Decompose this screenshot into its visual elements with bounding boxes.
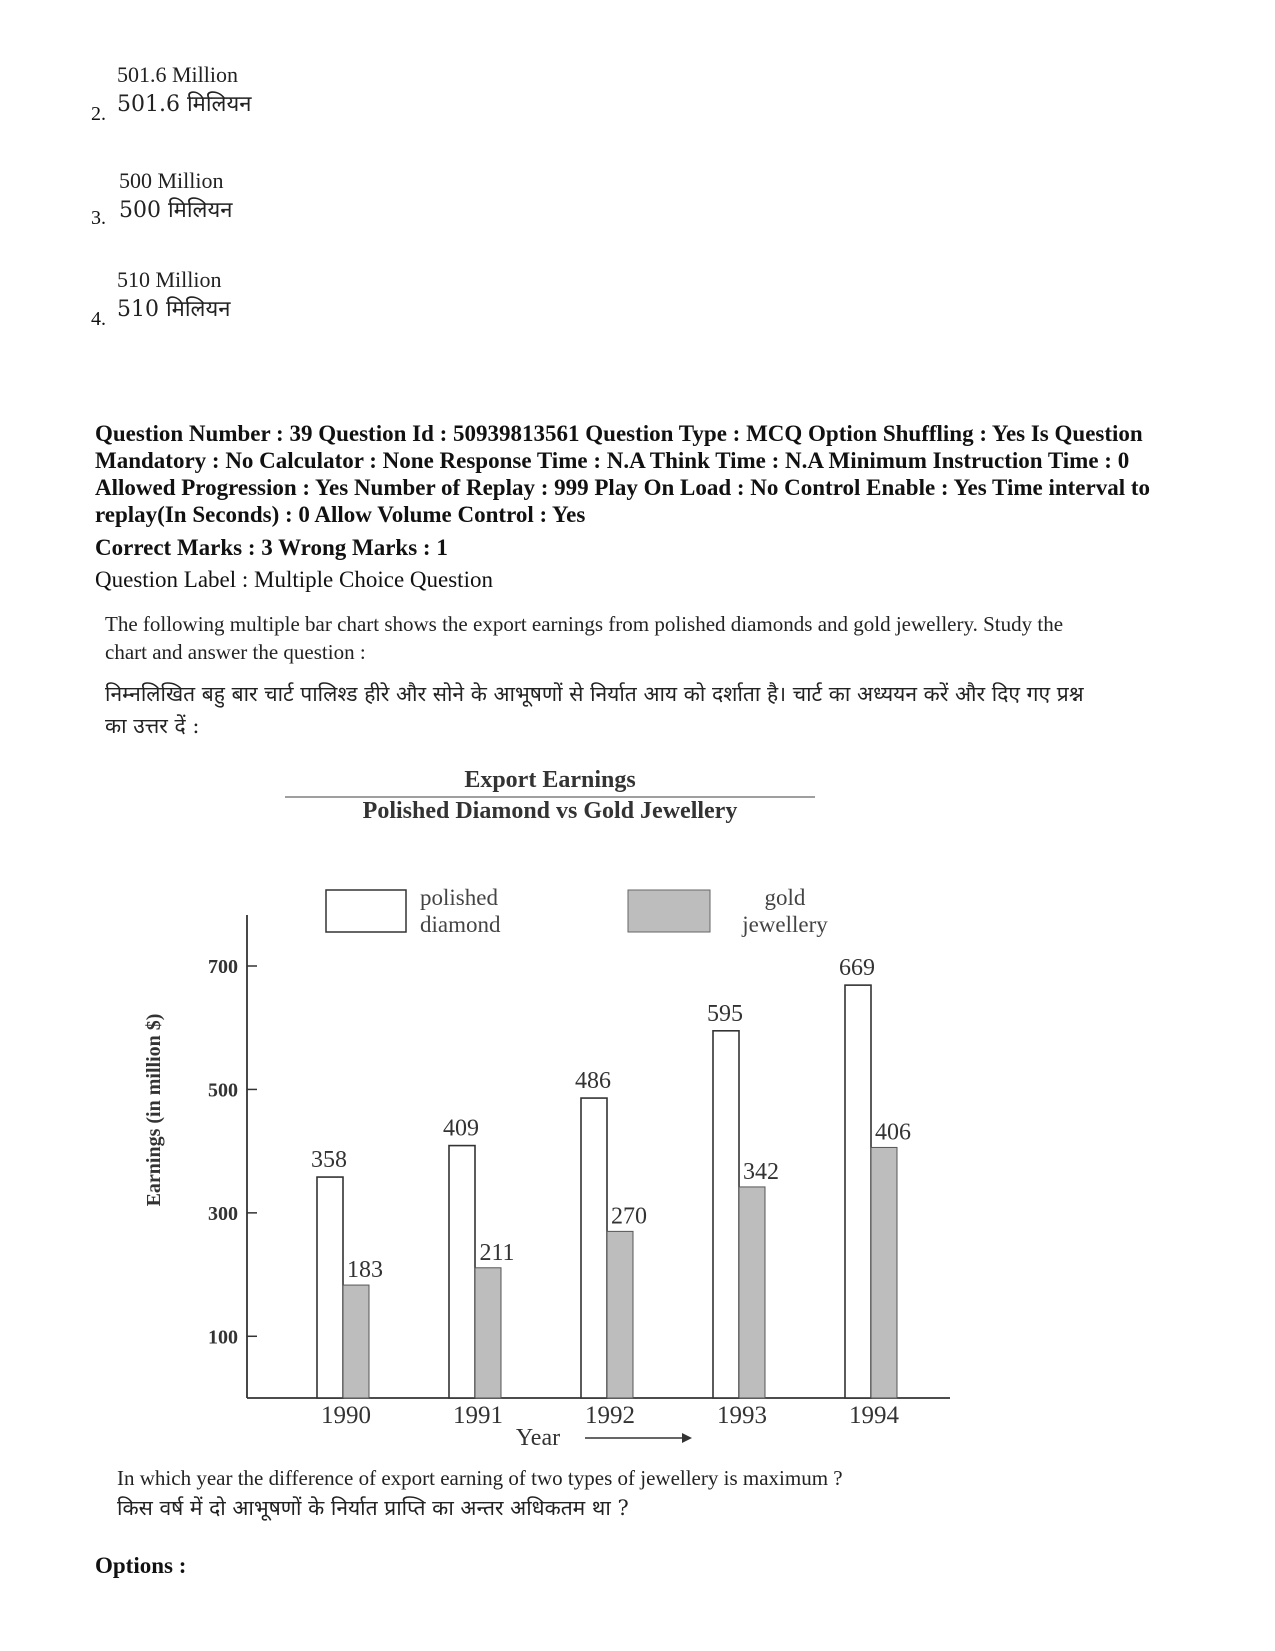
option-text-hi: 510 मिलियन <box>117 297 231 322</box>
y-tick-label: 300 <box>208 1202 238 1225</box>
option-number: 4. <box>91 308 106 330</box>
bar-label-gold: 270 <box>611 1203 647 1230</box>
option-number: 2. <box>91 103 106 125</box>
bar-diamond <box>449 1146 475 1398</box>
question-meta: Question Number : 39 Question Id : 50939813561 Question Type : MCQ Option Shuffling : Yes Is Question Mandatory : No Calculator : None Response Time : N.A Think Time : N.A Minimum Instruction Time : 0 Allowed Progression : Yes Number of Replay : 999 Play On Load : No Control Enable : Yes Time interval to replay(In Seconds) : 0 Allow Volume Control : Yes <box>95 421 1151 527</box>
y-axis-label: Earnings (in million $) <box>143 1013 165 1207</box>
question-text-hi: किस वर्ष में दो आभूषणों के निर्यात प्राप्ति का अन्तर अधिकतम था ? <box>117 1496 629 1520</box>
x-ticks <box>321 1402 900 1429</box>
x-tick-label: 1994 <box>849 1402 899 1429</box>
bar-label-gold: 183 <box>347 1257 383 1284</box>
question-intro-hi: निम्नलिखित बहु बार चार्ट पालिश्ड हीरे और सोने के आभूषणों से निर्यात आय को दर्शाता है। चार्ट का अध्ययन करें और दिए गए प्रश्न का उत्तर दें : <box>105 682 1084 738</box>
legend-swatch-gold <box>628 890 710 932</box>
bar-label-gold: 211 <box>479 1239 515 1266</box>
legend-swatch-diamond <box>326 890 406 932</box>
legend-diamond-line1: polished <box>420 885 498 910</box>
chart-title: Export Earnings <box>464 767 636 793</box>
question-label: Question Label : Multiple Choice Question <box>95 567 493 592</box>
x-axis-arrowhead <box>682 1433 692 1443</box>
y-tick-label: 700 <box>208 956 238 978</box>
option-text-hi: 500 मिलियन <box>119 198 233 223</box>
bar-diamond <box>581 1098 607 1398</box>
bar-gold <box>475 1268 501 1398</box>
bar-gold <box>871 1147 897 1398</box>
bar-diamond <box>713 1031 739 1398</box>
bar-diamond <box>845 985 871 1398</box>
question-intro-en: The following multiple bar chart shows the export earnings from polished diamonds and gold jewellery. Study the chart and answer the question : <box>105 612 1064 664</box>
y-tick-label: 500 <box>208 1079 238 1102</box>
options-label: Options : <box>95 1553 187 1578</box>
bars <box>311 955 911 1398</box>
bar-label-diamond: 358 <box>311 1147 347 1174</box>
bar-label-gold: 406 <box>875 1119 911 1146</box>
y-ticks <box>208 956 257 1348</box>
option-text-en: 510 Million <box>117 267 222 292</box>
bar-label-diamond: 595 <box>707 1000 743 1027</box>
bar-gold <box>607 1231 633 1398</box>
option-number: 3. <box>91 207 106 229</box>
bar-label-diamond: 409 <box>443 1115 479 1142</box>
chart-subtitle: Polished Diamond vs Gold Jewellery <box>362 798 738 824</box>
bar-gold <box>343 1285 369 1398</box>
bar-gold <box>739 1187 765 1398</box>
question-text-en: In which year the difference of export earning of two types of jewellery is maximum ? <box>117 1466 843 1490</box>
legend-gold-line2: jewellery <box>742 912 828 937</box>
option-text-hi: 501.6 मिलियन <box>117 92 252 117</box>
bar-label-diamond: 486 <box>575 1068 611 1095</box>
legend-diamond-line2: diamond <box>420 912 501 937</box>
option-text-en: 500 Million <box>119 168 224 193</box>
x-tick-label: 1993 <box>717 1402 767 1429</box>
question-marks: Correct Marks : 3 Wrong Marks : 1 <box>95 535 448 560</box>
x-tick-label: 1991 <box>453 1402 503 1429</box>
bar-diamond <box>317 1177 343 1398</box>
bar-label-gold: 342 <box>743 1158 779 1185</box>
y-tick-label: 100 <box>208 1326 238 1349</box>
legend-gold-line1: gold <box>764 885 806 910</box>
x-axis-label: Year <box>515 1425 561 1451</box>
bar-label-diamond: 669 <box>839 955 875 982</box>
option-text-en: 501.6 Million <box>117 62 239 87</box>
x-tick-label: 1992 <box>585 1402 635 1429</box>
x-tick-label: 1990 <box>321 1402 371 1429</box>
